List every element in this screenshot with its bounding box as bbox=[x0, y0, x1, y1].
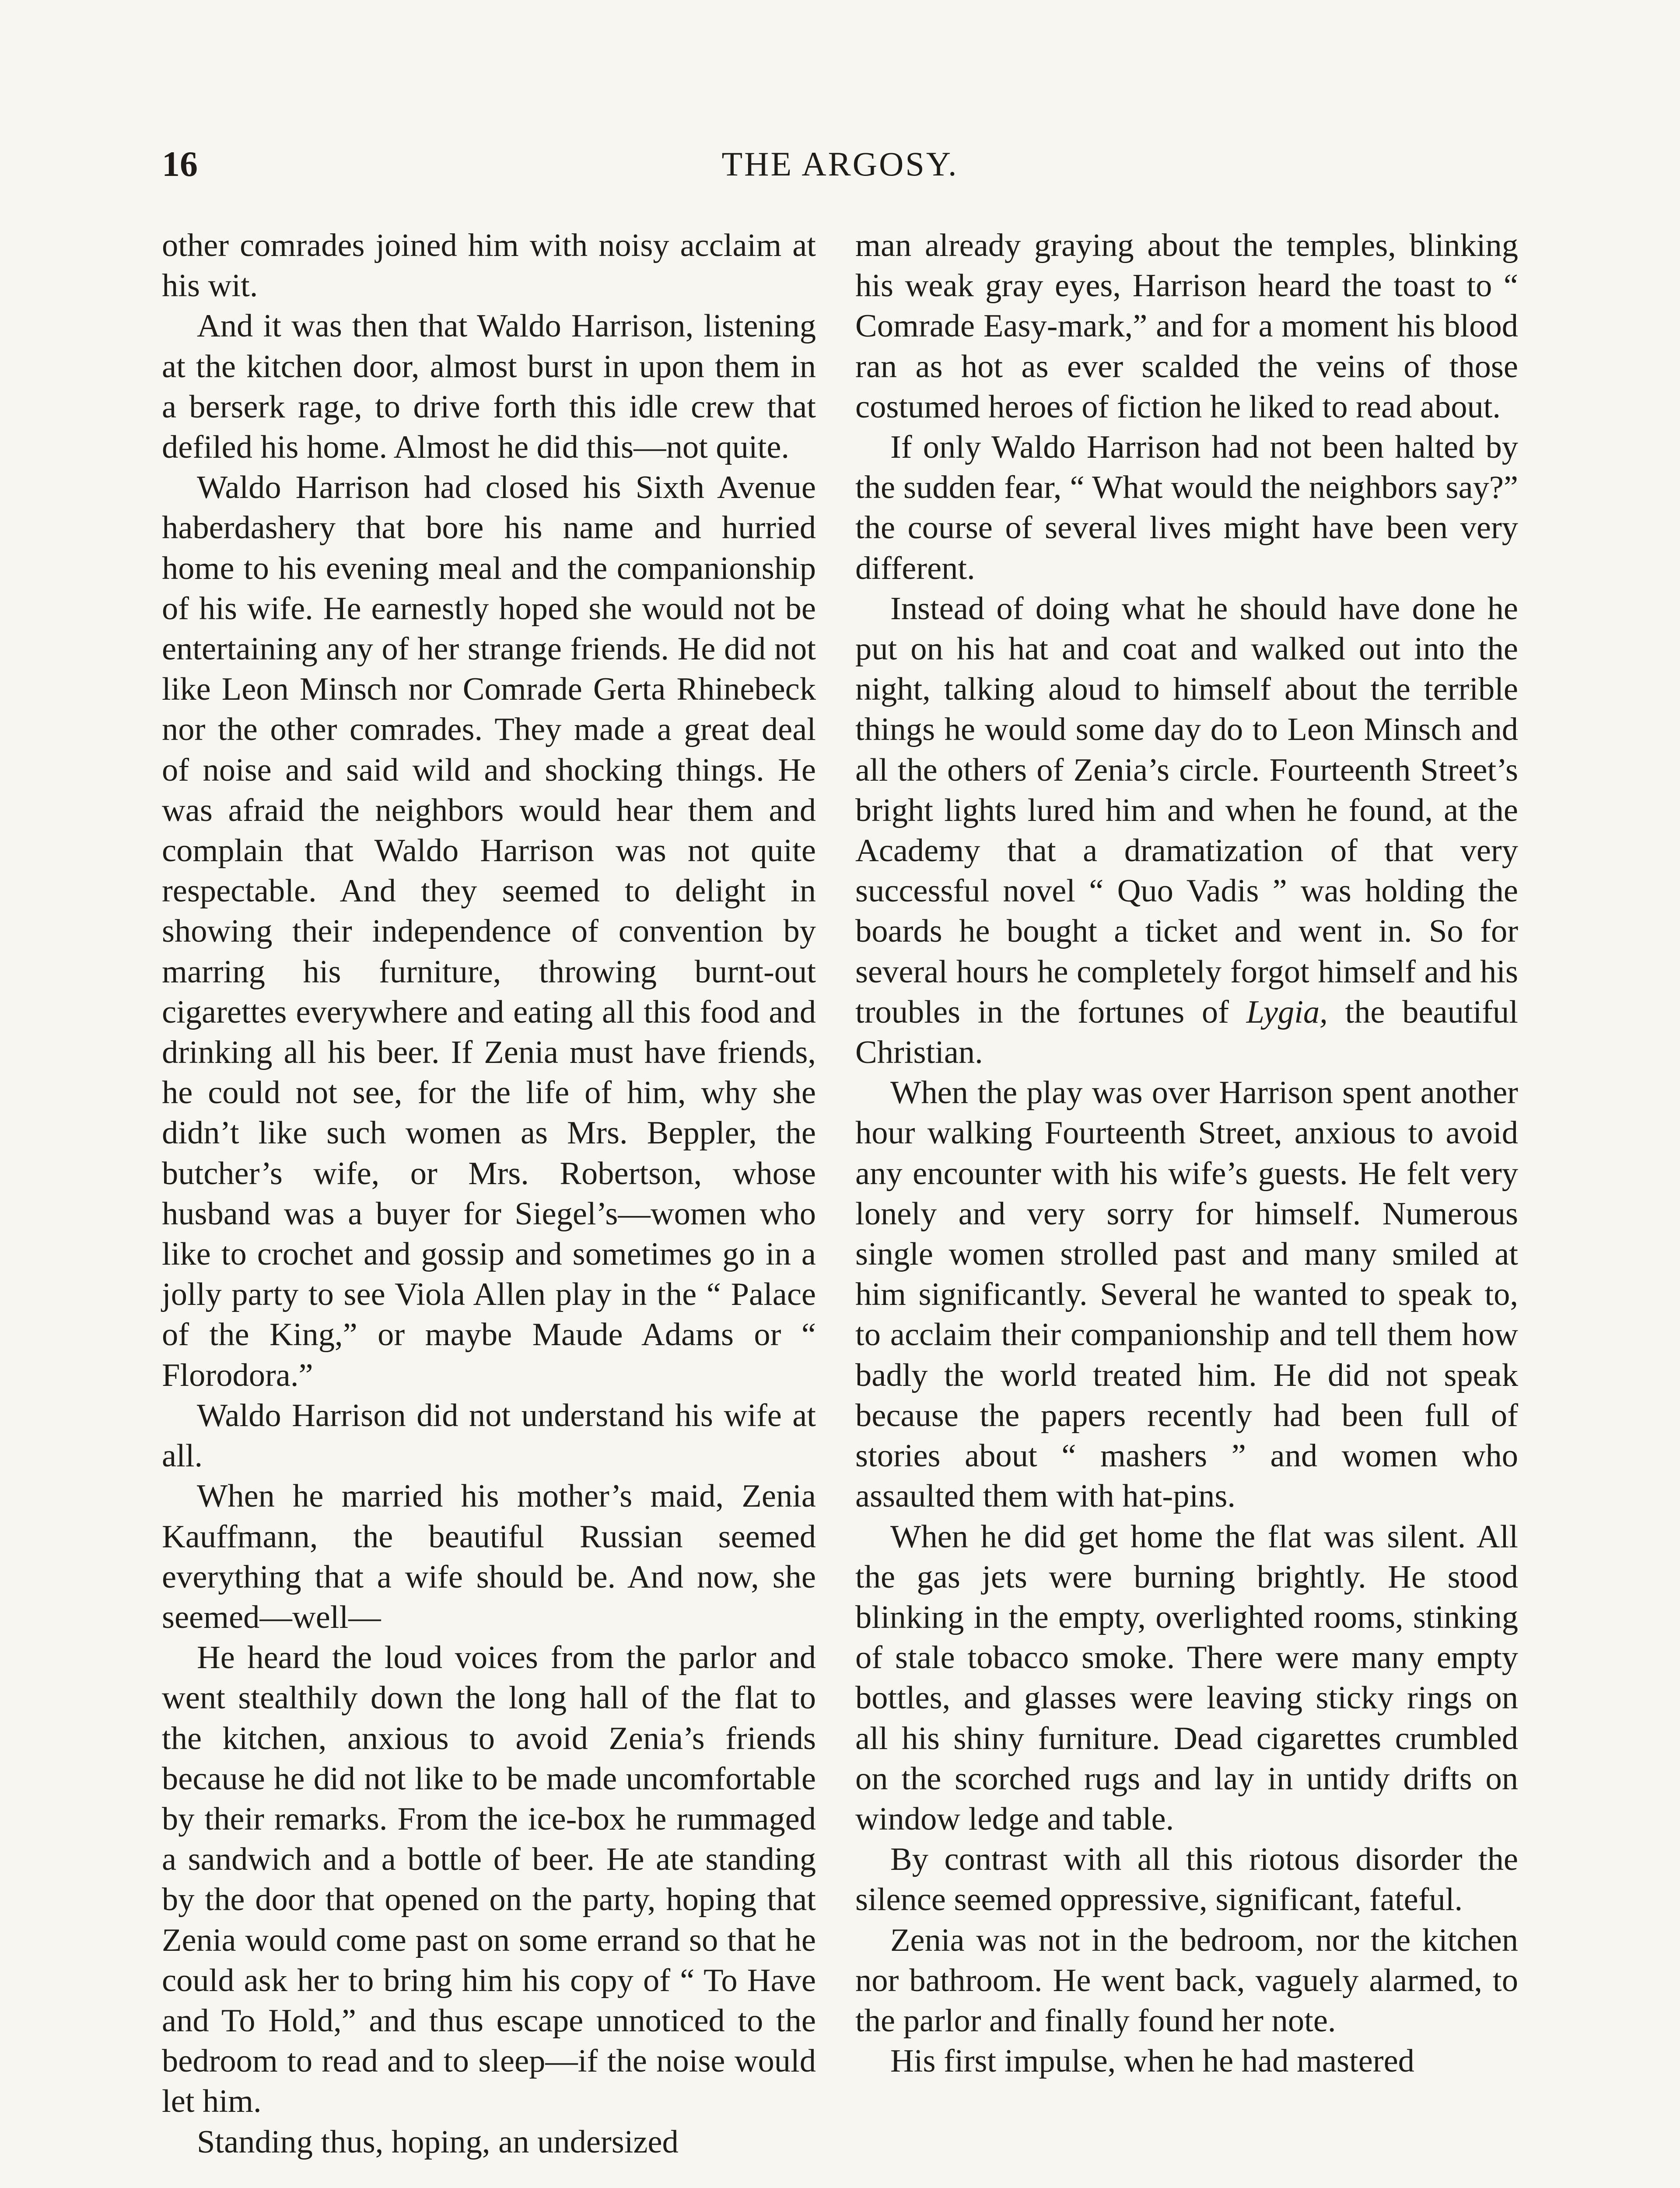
paragraph: Zenia was not in the bedroom, nor the kitchen nor bathroom. He went back, vaguely alarmed, to the parlor and finally found her note. bbox=[855, 1922, 1518, 2039]
paragraph: When the play was over Harrison spent another hour walking Fourteenth Street, anxious to avoid any encounter with his wife’s guests. He felt very lonely and very sorry for himself. Numerous single women strolled past and many smiled at him significantly. Several he wanted to speak to, to acclaim their companionship and tell them how badly the world treated him. He did not speak because the papers recently had been full of stories about “ mashers ” and women who assaulted them with hat-pins. bbox=[855, 1075, 1518, 1515]
running-head: THE ARGOSY. bbox=[721, 145, 959, 183]
paragraph bbox=[855, 589, 1518, 1073]
paragraph: When he married his mother’s maid, Zenia Kauffmann, the beautiful Russian seemed everything that a wife should be. And now, she seemed—well— bbox=[162, 1478, 816, 1635]
page-header bbox=[162, 140, 1518, 197]
paragraph: Standing thus, hoping, an undersized bbox=[197, 2124, 679, 2160]
paragraph: Waldo Harrison had closed his Sixth Avenue haberdashery that bore his name and hurried home to his evening meal and the companionship of his wife. He earnestly hoped she would not be entertaining any of her strange friends. He did not like Leon Minsch nor Comrade Gerta Rhinebeck nor the other comrades. They made a great deal of noise and said wild and shocking things. He was afraid the neighbors would hear them and complain that Waldo Harrison was not quite respectable. And they seemed to delight in showing their independence of convention by marring his furniture, throwing burnt-out cigarettes everywhere and eating all this food and drinking all his beer. If Zenia must have friends, he could not see, for the life of him, why she didn’t like such women as Mrs. Beppler, the butcher’s wife, or Mrs. Robertson, whose husband was a buyer for Siegel’s—women who like to crochet and gossip and sometimes go in a jolly party to see Viola Allen play in the “ Palace of the King,” or maybe Maude Adams or “ Florodora.” bbox=[162, 470, 816, 1393]
paragraph-text: the beautiful Christian. bbox=[855, 994, 1518, 1071]
left-column bbox=[162, 225, 816, 2162]
paragraph: When he did get home the flat was silent. All the gas jets were burning brightly. He stood blinking in the empty, overlighted rooms, stinking of stale tobacco smoke. There were many empty bottles, and glasses were leaving sticky rings on all his shiny furniture. Dead cigarettes crumbled on the scorched rugs and lay in untidy drifts on window ledge and table. bbox=[855, 1518, 1518, 1837]
italic-name: Lygia, bbox=[1246, 994, 1328, 1030]
paragraph: And it was then that Waldo Harrison, listening at the kitchen door, almost burst in upon them in a berserk rage, to drive forth this idle crew that defiled his home. Almost he did this—not quite. bbox=[162, 308, 816, 466]
page-number: 16 bbox=[162, 144, 198, 184]
paragraph: By contrast with all this riotous disorder the silence seemed oppressive, significant, fateful. bbox=[855, 1841, 1518, 1918]
paragraph: His first impulse, when he had mastered bbox=[890, 2043, 1414, 2079]
paragraph: He heard the loud voices from the parlor and went stealthily down the long hall of the flat to the kitchen, anxious to avoid Zenia’s friends because he did not like to be made uncomfortable by their remarks. From the ice-box he rummaged a sandwich and a bottle of beer. He ate standing by the door that opened on the party, hoping that Zenia would come past on some errand so that he could ask her to bring him his copy of “ To Have and To Hold,” and thus escape unnoticed to the bedroom to read and to sleep—if the noise would let him. bbox=[162, 1640, 816, 2120]
paragraph: If only Waldo Harrison had not been halted by the sudden fear, “ What would the neighbors say?” the course of several lives might have been very different. bbox=[855, 429, 1518, 586]
paragraph: Waldo Harrison did not understand his wife at all. bbox=[162, 1397, 816, 1474]
paragraph: man already graying about the temples, blinking his weak gray eyes, Harrison heard the toast to “ Comrade Easy-mark,” and for a moment his blood ran as hot as ever scalded the veins of those costumed heroes of fiction he liked to read about. bbox=[855, 228, 1518, 425]
paragraph-text: Instead of doing what he should have done he put on his hat and coat and walked out into the night, talking aloud to himself about the terrible things he would some day do to Leon Minsch and all the others of Zenia’s circle. Fourteenth Street’s bright lights lured him and when he found, at the Academy that a dramatization of that very successful novel “ Quo Vadis ” was holding the boards he bought a ticket and went in. So for several hours he completely forgot himself and his troubles in the fortunes of bbox=[855, 590, 1518, 1030]
paragraph: other comrades joined him with noisy acclaim at his wit. bbox=[162, 228, 816, 304]
right-column bbox=[855, 225, 1518, 2081]
